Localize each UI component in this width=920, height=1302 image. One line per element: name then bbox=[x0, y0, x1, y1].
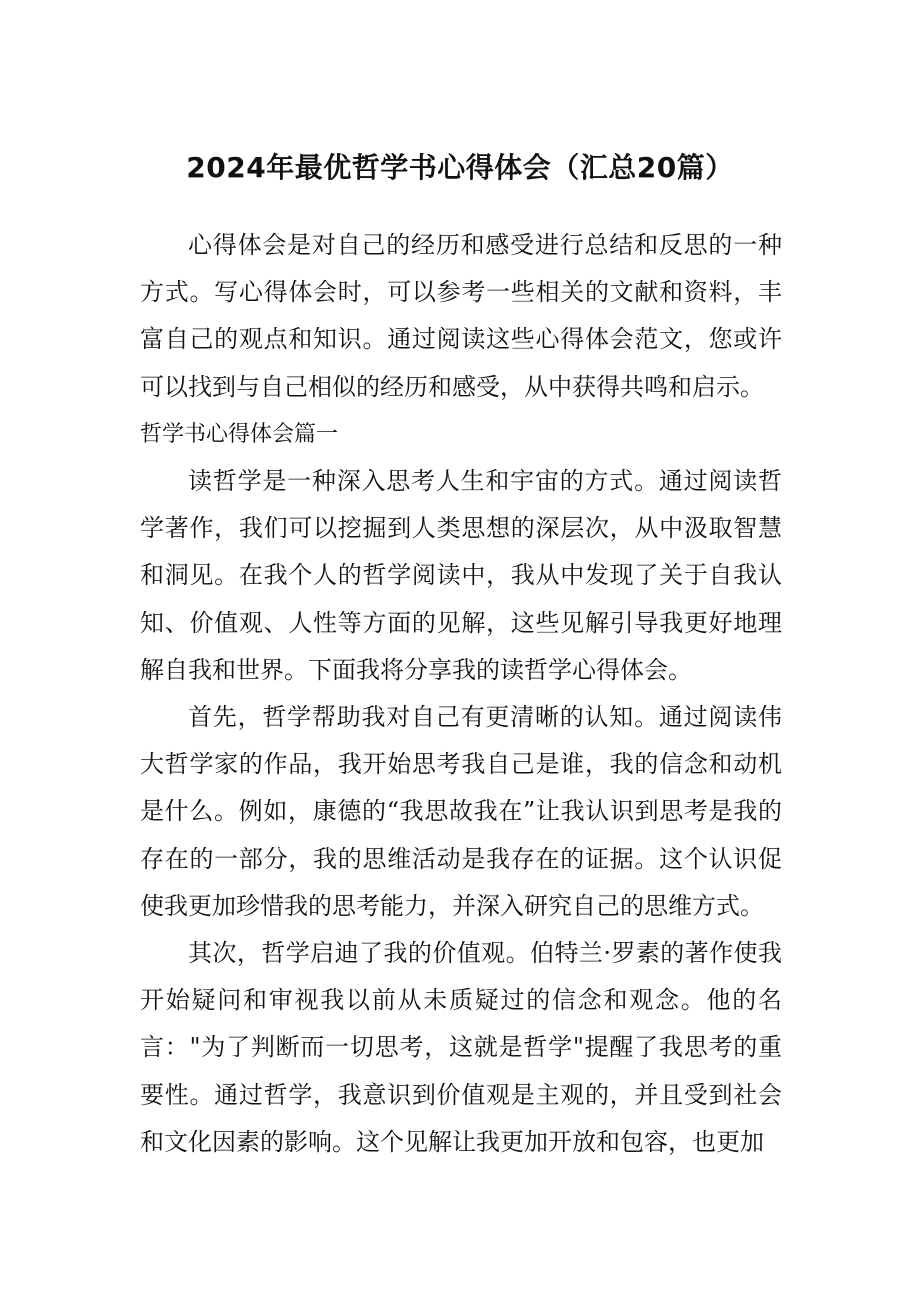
document-title: 2024年最优哲学书心得体会（汇总20篇） bbox=[186, 151, 734, 184]
body-paragraph-2: 首先，哲学帮助我对自己有更清晰的认知。通过阅读伟大哲学家的作品，我开始思考我自己是谁，我的信念和动机是什么。例如，康德的“我思故我在”让我认识到思考是我的存在的一部分，我的思维活动是我存在的证据。这个认识促使我更加珍惜我的思考能力，并深入研究自己的思维方式。 bbox=[140, 703, 782, 920]
body-paragraph-1: 读哲学是一种深入思考人生和宇宙的方式。通过阅读哲学著作，我们可以挖掘到人类思想的深层次，从中汲取智慧和洞见。在我个人的哲学阅读中，我从中发现了关于自我认知、价值观、人性等方面的见解，这些见解引导我更好地理解自我和世界。下面我将分享我的读哲学心得体会。 bbox=[140, 467, 782, 684]
document-body bbox=[140, 222, 782, 1166]
body-paragraph-3: 其次，哲学启迪了我的价值观。伯特兰·罗素的著作使我开始疑问和审视我以前从未质疑过的信念和观念。他的名言："为了判断而一切思考，这就是哲学"提醒了我思考的重要性。通过哲学，我意识到价值观是主观的，并且受到社会和文化因素的影响。这个见解让我更加开放和包容，也更加 bbox=[140, 939, 782, 1156]
intro-paragraph: 心得体会是对自己的经历和感受进行总结和反思的一种方式。写心得体会时，可以参考一些相关的文献和资料，丰富自己的观点和知识。通过阅读这些心得体会范文，您或许可以找到与自己相似的经历和感受，从中获得共鸣和启示。 bbox=[140, 231, 782, 401]
section-heading: 哲学书心得体会篇一 bbox=[140, 421, 339, 447]
